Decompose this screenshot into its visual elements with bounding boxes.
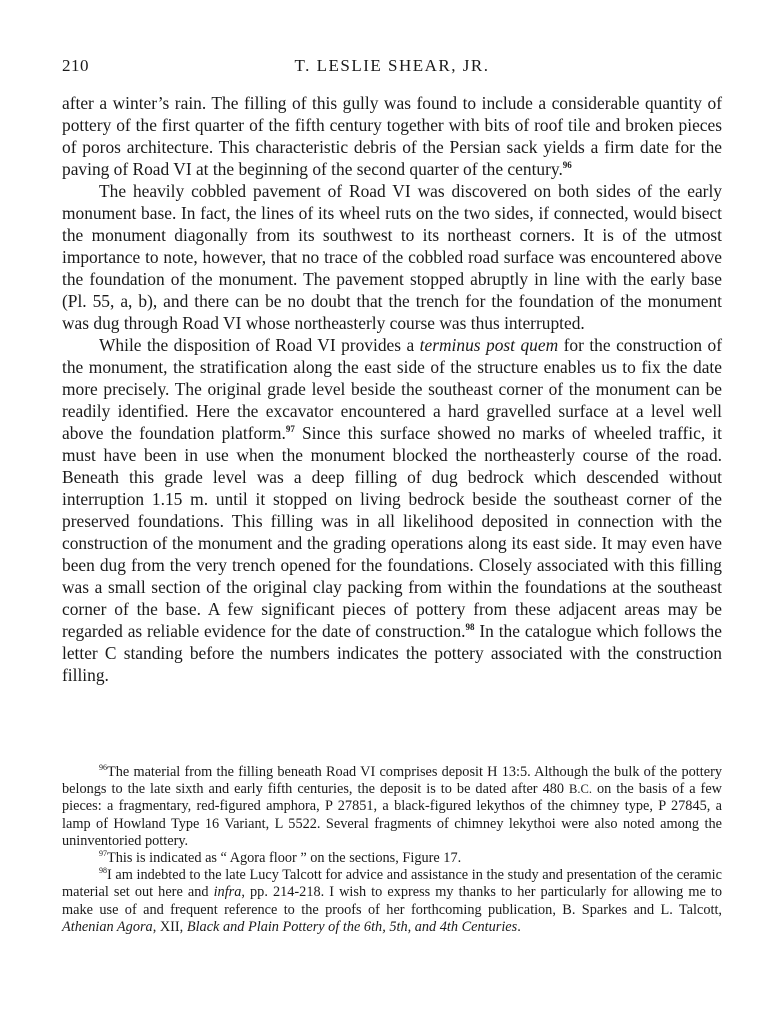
footnote-text: I am indebted to the late Lucy Talcott for advice and assistance in the study and presentation of the ceramic material set out here and <box>62 867 722 901</box>
paragraph-1 <box>62 92 722 180</box>
footnote-text: This is indicated as “ Agora floor ” on the sections, Figure 17. <box>107 850 462 867</box>
paragraph-3 <box>62 334 722 686</box>
page-content <box>62 56 722 686</box>
footnote-97 <box>62 850 722 867</box>
book-title: Black and Plain Pottery of the 6th, 5th, and 4th Centuries <box>186 918 518 935</box>
footnote-text: The material from the filling beneath Road VI comprises deposit H 13:5. Although the bulk of the pottery belongs to the late sixth and early fifth centuries, the deposit is to be dated after 480 <box>62 764 722 798</box>
footnote-number: 96 <box>99 763 107 772</box>
footnote-ref-96: 96 <box>562 160 572 170</box>
paragraph-3-text-b: for the construction of the monument, the stratification along the east side of the structure enables us to fix the date more precisely. The original grade level beside the southeast corner of the monument can be readily identified. Here the excavator encountered a hard gravelled surface at a level well above the foundation platform. <box>62 335 722 443</box>
footnote-ref-97: 97 <box>285 424 295 434</box>
running-head <box>62 56 722 82</box>
latin-term: terminus post quem <box>419 335 559 355</box>
paragraph-3-text-a: While the disposition of Road VI provides a <box>99 335 420 355</box>
footnote-96 <box>62 764 722 850</box>
footnote-ref-98: 98 <box>465 622 475 632</box>
running-title: T. LESLIE SHEAR, JR. <box>294 56 490 75</box>
paragraph-3-text-d: In the catalogue which follows the letter C standing before the numbers indicates the pottery associated with the construction filling. <box>62 621 722 685</box>
era-abbreviation: B.C. <box>569 782 592 797</box>
paragraph-1-text: after a winter’s rain. The filling of this gully was found to include a considerable quantity of pottery of the first quarter of the fifth century together with bits of roof tile and broken pieces of poros architecture. This characteristic debris of the Persian sack yields a firm date for the paving of Road VI at the beginning of the second quarter of the century. <box>62 93 722 179</box>
page-number: 210 <box>62 56 89 75</box>
footnotes <box>62 764 722 936</box>
footnote-text: , XII, <box>152 918 187 935</box>
footnote-text: . <box>517 918 521 935</box>
body-text <box>62 92 722 686</box>
book-title: Athenian Agora <box>62 918 153 935</box>
paragraph-2: The heavily cobbled pavement of Road VI was discovered on both sides of the early monument base. In fact, the lines of its wheel ruts on the two sides, if connected, would bisect the monument diagonally from its southwest to its northeast corners. It is of the utmost importance to note, however, that no trace of the cobbled road surface was encountered above the foundation of the monument. The pavement stopped abruptly in line with the early base (Pl. 55, a, b), and there can be no doubt that the trench for the foundation of the monument was dug through Road VI whose northeasterly course was thus interrupted. <box>62 181 722 333</box>
italic-term: infra <box>213 884 242 901</box>
footnote-98 <box>62 867 722 936</box>
paragraph-3-text-c: Since this surface showed no marks of wheeled traffic, it must have been in use when the monument blocked the northeasterly course of the road. Beneath this grade level was a deep filling of dug bedrock which descended without interruption 1.15 m. until it stopped on living bedrock beside the southeast corner of the preserved foundations. This filling was in all likelihood deposited in connection with the construction of the monument and the grading operations along its east side. It may even have been dug from the very trench opened for the foundations. Closely associated with this filling was a small section of the original clay packing from within the foundations at the southeast corner of the base. A few significant pieces of pottery from these adjacent areas may be regarded as reliable evidence for the date of construction. <box>62 423 722 641</box>
footnote-number: 97 <box>99 849 107 859</box>
footnote-number: 98 <box>99 866 107 876</box>
footnote-text: on the basis of a few pieces: a fragmentary, red-figured amphora, P 27851, a black-figured lekythos of the chimney type, P 27845, a lamp of Howland Type 16 Variant, L 5522. Several fragments of chimney lekythoi were also noted among the uninventoried pottery. <box>62 781 722 849</box>
footnote-text: , pp. 214-218. I wish to express my thanks to her particularly for allowing me to make use of and frequent reference to the proofs of her forthcoming publication, B. Sparkes and L. Talcott, <box>62 884 722 918</box>
